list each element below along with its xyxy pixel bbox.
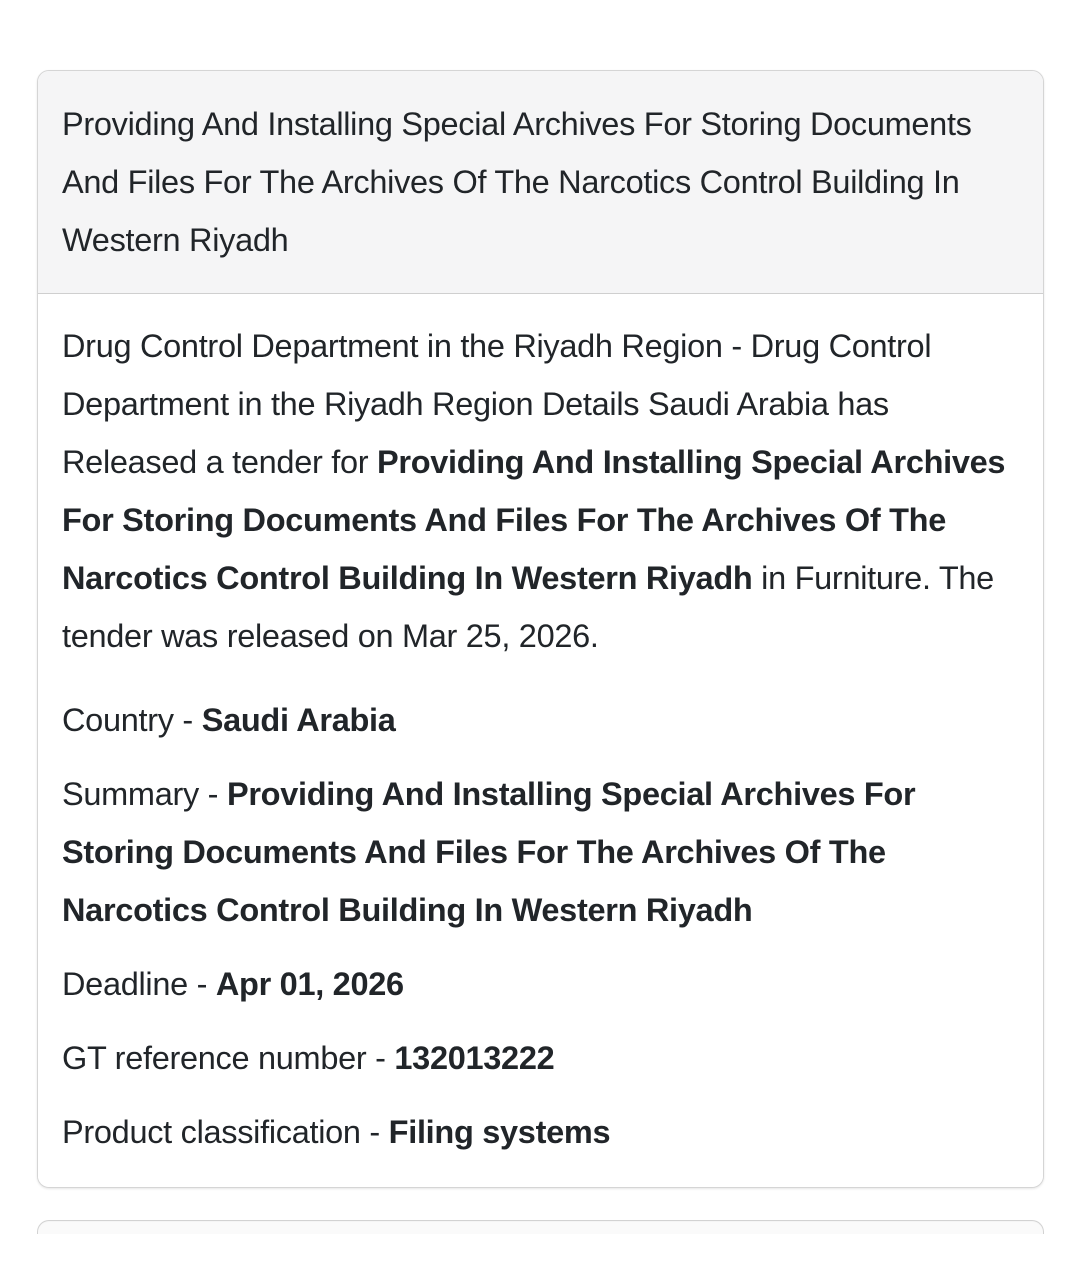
tender-intro <box>62 317 1019 665</box>
tender-title: Providing And Installing Special Archives For Storing Documents And Files For The Archives Of The Narcotics Control Building In Western Riyadh <box>62 106 972 258</box>
field-country-value: Saudi Arabia <box>201 702 396 738</box>
tender-card <box>37 70 1044 1188</box>
field-deadline-label: Deadline - <box>62 966 216 1002</box>
field-summary-value: Providing And Installing Special Archives For Storing Documents And Files For The Archives Of The Narcotics Control Building In Western Riyadh <box>62 776 916 928</box>
field-gt-reference-value: 132013222 <box>394 1040 555 1076</box>
next-tender-card-header-partial[interactable] <box>37 1220 1044 1234</box>
field-summary <box>62 765 1019 939</box>
tender-title-header[interactable] <box>38 71 1043 294</box>
field-product-classification <box>62 1103 1019 1161</box>
field-country-label: Country - <box>62 702 202 738</box>
field-gt-reference-label: GT reference number - <box>62 1040 395 1076</box>
field-gt-reference <box>62 1029 1019 1087</box>
field-product-classification-value: Filing systems <box>388 1114 611 1150</box>
field-deadline-value: Apr 01, 2026 <box>215 966 404 1002</box>
field-deadline <box>62 955 1019 1013</box>
intro-text-bold-title: Providing And Installing Special Archives For Storing Documents And Files For The Archives Of The Narcotics Control Building In Western Riyadh <box>62 444 1006 596</box>
tender-details <box>38 294 1043 1187</box>
intro-text-post: in Furniture. The tender was released on Mar 25, 2026. <box>62 560 994 654</box>
field-summary-label: Summary - <box>62 776 227 812</box>
intro-text-pre: Drug Control Department in the Riyadh Region - Drug Control Department in the Riyadh Region Details Saudi Arabia has Released a tender for <box>62 328 932 480</box>
field-product-classification-label: Product classification - <box>62 1114 389 1150</box>
field-country <box>62 691 1019 749</box>
